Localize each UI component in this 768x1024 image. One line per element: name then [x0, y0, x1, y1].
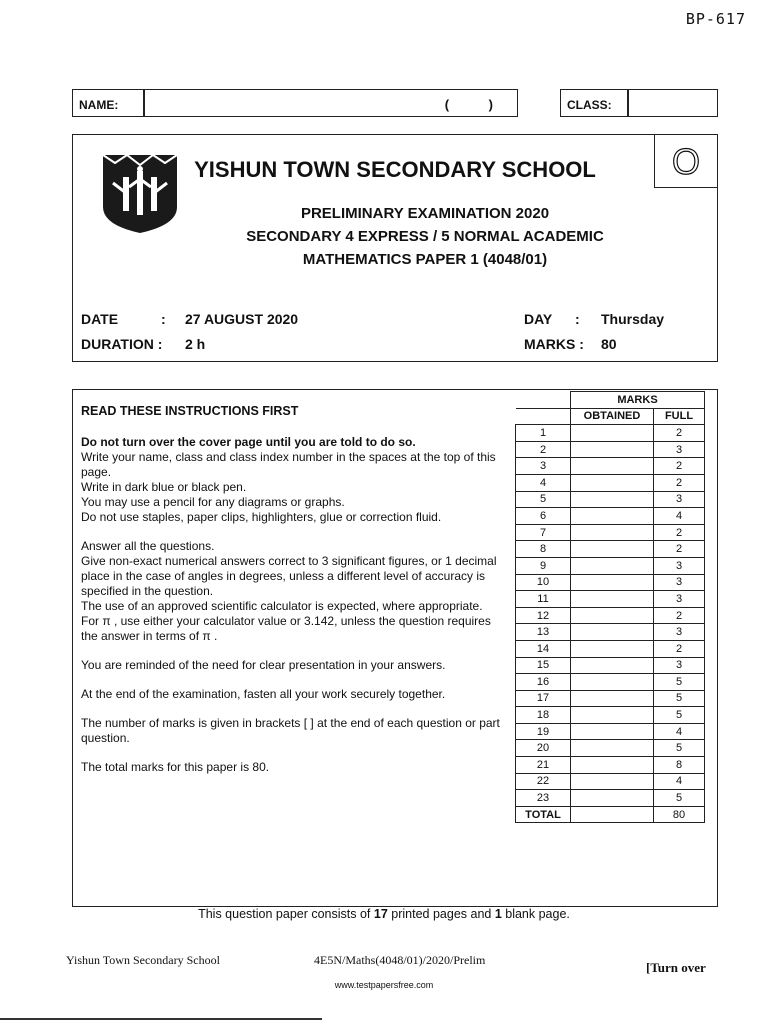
name-divider: [143, 90, 145, 116]
question-number: 15: [516, 657, 571, 674]
duration-label: DURATION :: [81, 336, 163, 352]
marks-row: [516, 557, 705, 574]
obtained-cell[interactable]: [571, 491, 654, 508]
question-number: 16: [516, 674, 571, 691]
obtained-cell[interactable]: [571, 458, 654, 475]
obtained-cell[interactable]: [571, 723, 654, 740]
question-number: 20: [516, 740, 571, 757]
question-number: 18: [516, 707, 571, 724]
marks-title: MARKS: [571, 392, 705, 409]
full-marks: 3: [654, 591, 705, 608]
date-colon: :: [161, 311, 166, 327]
full-marks: 2: [654, 607, 705, 624]
question-number: 8: [516, 541, 571, 558]
page-count-note: [0, 907, 768, 921]
full-marks: 4: [654, 508, 705, 525]
date-value: 27 AUGUST 2020: [185, 311, 299, 327]
obtained-header: OBTAINED: [571, 408, 654, 425]
full-marks: 3: [654, 574, 705, 591]
cover-page-warning: Do not turn over the cover page until you are told to do so.: [81, 435, 416, 449]
question-number: 10: [516, 574, 571, 591]
marks-table: [515, 391, 705, 823]
marks-row: [516, 607, 705, 624]
blank-page-count: 1: [494, 907, 502, 921]
marks-row: [516, 624, 705, 641]
day-value: Thursday: [601, 311, 665, 327]
obtained-cell[interactable]: [571, 474, 654, 491]
full-marks: 3: [654, 624, 705, 641]
full-marks: 3: [654, 441, 705, 458]
instruction-line: Write your name, class and class index number in the spaces at the top of this page.: [81, 450, 496, 479]
instruction-line: Write in dark blue or black pen.: [81, 480, 247, 494]
full-marks: 5: [654, 707, 705, 724]
obtained-cell[interactable]: [571, 591, 654, 608]
page-note-text: printed pages and: [387, 907, 495, 921]
full-marks: 5: [654, 674, 705, 691]
footer-paper-code: 4E5N/Maths(4048/01)/2020/Prelim: [314, 953, 486, 967]
page-note-text: This question paper consists of: [198, 907, 374, 921]
instruction-line: You are reminded of the need for clear presentation in your answers.: [81, 658, 446, 672]
full-marks: 2: [654, 474, 705, 491]
marks-row: [516, 757, 705, 774]
instruction-line: Do not use staples, paper clips, highlighters, glue or correction fluid.: [81, 510, 442, 524]
instructions-group-1: [81, 435, 501, 525]
question-number: 9: [516, 557, 571, 574]
full-marks: 4: [654, 723, 705, 740]
date-label: DATE: [81, 311, 119, 327]
website-url: www.testpapersfree.com: [334, 980, 434, 990]
marks-row: [516, 425, 705, 442]
marks-label: MARKS :: [524, 336, 584, 352]
marks-row: [516, 474, 705, 491]
full-marks: 3: [654, 557, 705, 574]
full-marks: 5: [654, 790, 705, 807]
instruction-line: At the end of the examination, fasten all your work securely together.: [81, 687, 446, 701]
full-marks: 5: [654, 740, 705, 757]
marks-table-header-row: [516, 408, 705, 425]
obtained-cell[interactable]: [571, 541, 654, 558]
marks-row: [516, 591, 705, 608]
obtained-cell[interactable]: [571, 441, 654, 458]
full-marks: 2: [654, 425, 705, 442]
class-field: [560, 89, 718, 117]
instruction-line: You may use a pencil for any diagrams or graphs.: [81, 495, 345, 509]
total-obtained-cell[interactable]: [571, 806, 654, 823]
instruction-line: Answer all the questions.: [81, 539, 215, 553]
instructions: [81, 404, 501, 789]
full-marks: 2: [654, 524, 705, 541]
full-header: FULL: [654, 408, 705, 425]
instruction-line: For π , use either your calculator value or 3.142, unless the question requires the answer in terms of π .: [81, 614, 491, 643]
instruction-line: The use of an approved scientific calculator is expected, where appropriate.: [81, 599, 483, 613]
class-index-brackets: ( ): [444, 97, 511, 112]
turn-over: [Turn over: [646, 960, 706, 975]
obtained-cell[interactable]: [571, 574, 654, 591]
marks-row: [516, 541, 705, 558]
obtained-cell[interactable]: [571, 690, 654, 707]
question-number: 6: [516, 508, 571, 525]
marks-row: [516, 524, 705, 541]
class-label: CLASS:: [567, 98, 612, 112]
marks-row: [516, 441, 705, 458]
exam-subject: MATHEMATICS PAPER 1 (4048/01): [302, 251, 548, 268]
marks-row: [516, 790, 705, 807]
total-full-marks: 80: [654, 806, 705, 823]
printed-page-count: 17: [373, 907, 388, 921]
exam-header: [72, 134, 718, 362]
obtained-cell[interactable]: [571, 425, 654, 442]
question-number: 5: [516, 491, 571, 508]
instruction-line: The total marks for this paper is 80.: [81, 760, 270, 774]
marks-row: [516, 707, 705, 724]
obtained-cell[interactable]: [571, 640, 654, 657]
obtained-cell[interactable]: [571, 607, 654, 624]
marks-row: [516, 674, 705, 691]
question-number: 13: [516, 624, 571, 641]
instruction-line: The number of marks is given in brackets [ ] at the end of each question or part question.: [81, 716, 500, 745]
marks-row: [516, 491, 705, 508]
question-number: 23: [516, 790, 571, 807]
day-colon: :: [575, 311, 580, 327]
question-number: 12: [516, 607, 571, 624]
obtained-cell[interactable]: [571, 524, 654, 541]
marks-row: [516, 458, 705, 475]
marks-row: [516, 657, 705, 674]
obtained-cell[interactable]: [571, 508, 654, 525]
bottom-rule: [0, 1018, 322, 1020]
duration-value: 2 h: [185, 336, 206, 352]
day-label: DAY: [524, 311, 553, 327]
full-marks: 8: [654, 757, 705, 774]
document-code: BP-617: [685, 10, 746, 28]
full-marks: 2: [654, 640, 705, 657]
instructions-heading: READ THESE INSTRUCTIONS FIRST: [81, 404, 299, 418]
question-number: 11: [516, 591, 571, 608]
obtained-cell[interactable]: [571, 674, 654, 691]
question-number: 1: [516, 425, 571, 442]
empty-cell: [516, 408, 571, 425]
instruction-line: Give non-exact numerical answers correct to 3 significant figures, or 1 decimal place in the case of angles in degrees, unless a different level of accuracy is specified in the question.: [81, 554, 497, 598]
obtained-cell[interactable]: [571, 557, 654, 574]
stream-letter: O: [671, 141, 700, 182]
obtained-cell[interactable]: [571, 707, 654, 724]
obtained-cell[interactable]: [571, 740, 654, 757]
obtained-cell[interactable]: [571, 624, 654, 641]
marks-row: [516, 574, 705, 591]
empty-cell: [516, 392, 571, 409]
question-number: 17: [516, 690, 571, 707]
obtained-cell[interactable]: [571, 773, 654, 790]
marks-row: [516, 773, 705, 790]
obtained-cell[interactable]: [571, 657, 654, 674]
name-label: NAME:: [79, 98, 119, 112]
question-number: 7: [516, 524, 571, 541]
footer-school: Yishun Town Secondary School: [66, 953, 220, 967]
full-marks: 4: [654, 773, 705, 790]
marks-row: [516, 723, 705, 740]
full-marks: 3: [654, 491, 705, 508]
school-name: YISHUN TOWN SECONDARY SCHOOL: [194, 157, 596, 182]
stream-box: [654, 135, 717, 188]
question-number: 21: [516, 757, 571, 774]
obtained-cell[interactable]: [571, 790, 654, 807]
question-number: 4: [516, 474, 571, 491]
total-row: [516, 806, 705, 823]
full-marks: 2: [654, 541, 705, 558]
class-divider: [627, 90, 629, 116]
exam-title: PRELIMINARY EXAMINATION 2020: [300, 205, 550, 222]
marks-row: [516, 640, 705, 657]
page-note-text: blank page.: [501, 907, 570, 921]
marks-row: [516, 508, 705, 525]
instructions-group-2: [81, 539, 501, 644]
obtained-cell[interactable]: [571, 757, 654, 774]
full-marks: 3: [654, 657, 705, 674]
exam-level: SECONDARY 4 EXPRESS / 5 NORMAL ACADEMIC: [246, 228, 604, 245]
question-number: 2: [516, 441, 571, 458]
full-marks: 5: [654, 690, 705, 707]
question-number: 14: [516, 640, 571, 657]
full-marks: 2: [654, 458, 705, 475]
marks-row: [516, 740, 705, 757]
marks-value: 80: [601, 336, 617, 352]
name-field: [72, 89, 518, 117]
marks-table-title-row: [516, 392, 705, 409]
instructions-panel: [72, 389, 718, 907]
question-number: 3: [516, 458, 571, 475]
total-label: TOTAL: [516, 806, 571, 823]
marks-row: [516, 690, 705, 707]
question-number: 19: [516, 723, 571, 740]
question-number: 22: [516, 773, 571, 790]
